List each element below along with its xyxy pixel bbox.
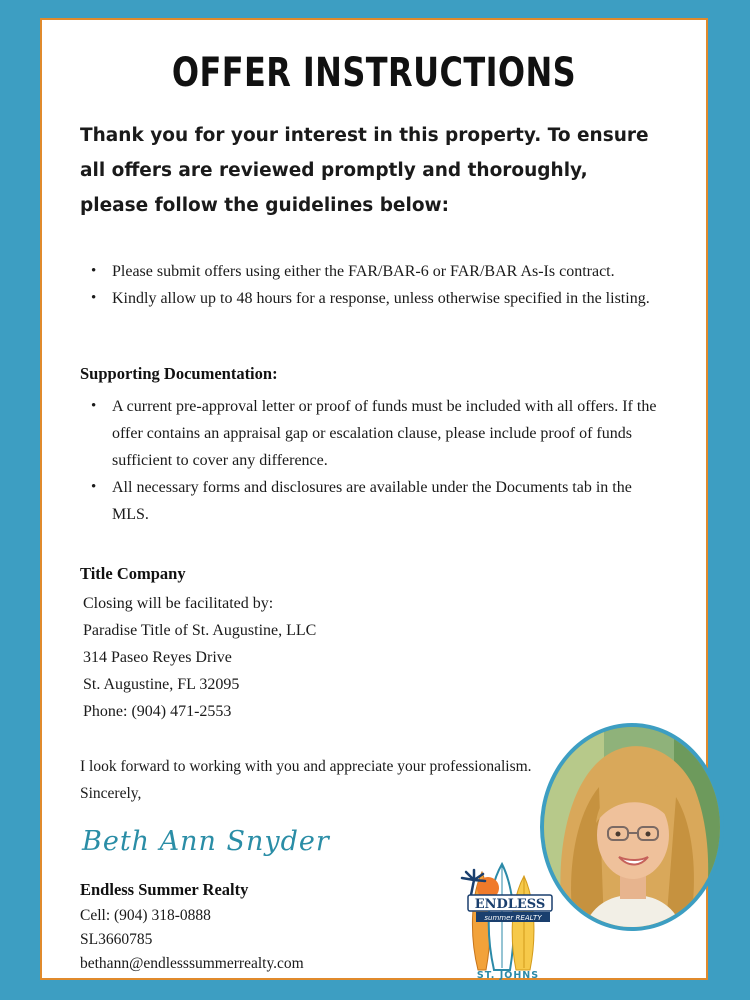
list-item-text: Please submit offers using either the FAR/BAR-6 or FAR/BAR As-Is contract. (112, 263, 615, 280)
intro-paragraph: Thank you for your interest in this property. To ensure all offers are reviewed promptly and thoroughly, please follow the guidelines below: (80, 125, 649, 216)
title-company-name: Paradise Title of St. Augustine, LLC (83, 622, 317, 639)
list-item (88, 285, 668, 312)
endless-summer-realty-logo (458, 858, 558, 980)
supporting-documentation-heading: Supporting Documentation: (80, 364, 278, 383)
company-name: Endless Summer Realty (80, 880, 249, 899)
page-title: OFFER INSTRUCTIONS (171, 50, 577, 96)
contact-block (80, 904, 304, 976)
title-company-heading: Title Company (80, 564, 186, 583)
list-item (88, 474, 668, 528)
list-item-text: A current pre-approval letter or proof of funds must be included with all offers. If the offer contains an appraisal gap or escalation clause, please include proof of funds sufficient to cover any difference. (112, 398, 657, 469)
logo-location: ST. JOHNS (476, 970, 540, 980)
bullet-icon: • (91, 479, 97, 495)
list-item (88, 393, 668, 474)
logo-line1: ENDLESS (474, 897, 546, 912)
email-link[interactable]: bethann@endlesssummerrealty.com (80, 955, 304, 972)
title-company-city: St. Augustine, FL 32095 (83, 676, 240, 693)
sign-off: Sincerely, (80, 785, 142, 802)
supporting-documentation-list (88, 393, 668, 528)
signature: Beth Ann Snyder (82, 826, 330, 857)
title-company-address: 314 Paseo Reyes Drive (83, 649, 232, 666)
guidelines-list (88, 258, 668, 312)
closing-block (80, 753, 532, 807)
bullet-icon: • (91, 398, 97, 414)
cell-phone: Cell: (904) 318-0888 (80, 907, 211, 924)
title-company-line: Closing will be facilitated by: (83, 595, 274, 612)
closing-message: I look forward to working with you and appreciate your professionalism. (80, 758, 532, 775)
list-item (88, 258, 668, 285)
list-item-text: All necessary forms and disclosures are available under the Documents tab in the MLS. (112, 479, 632, 523)
title-company-phone: Phone: (904) 471-2553 (83, 703, 232, 720)
title-company-details (83, 590, 316, 725)
list-item-text: Kindly allow up to 48 hours for a response, unless otherwise specified in the listing. (112, 290, 650, 307)
agent-portrait-image (544, 727, 720, 927)
bullet-icon: • (91, 290, 97, 306)
logo-line2: summer REALTY (484, 914, 542, 922)
bullet-icon: • (91, 263, 97, 279)
agent-photo (540, 723, 724, 931)
license-number: SL3660785 (80, 931, 153, 948)
